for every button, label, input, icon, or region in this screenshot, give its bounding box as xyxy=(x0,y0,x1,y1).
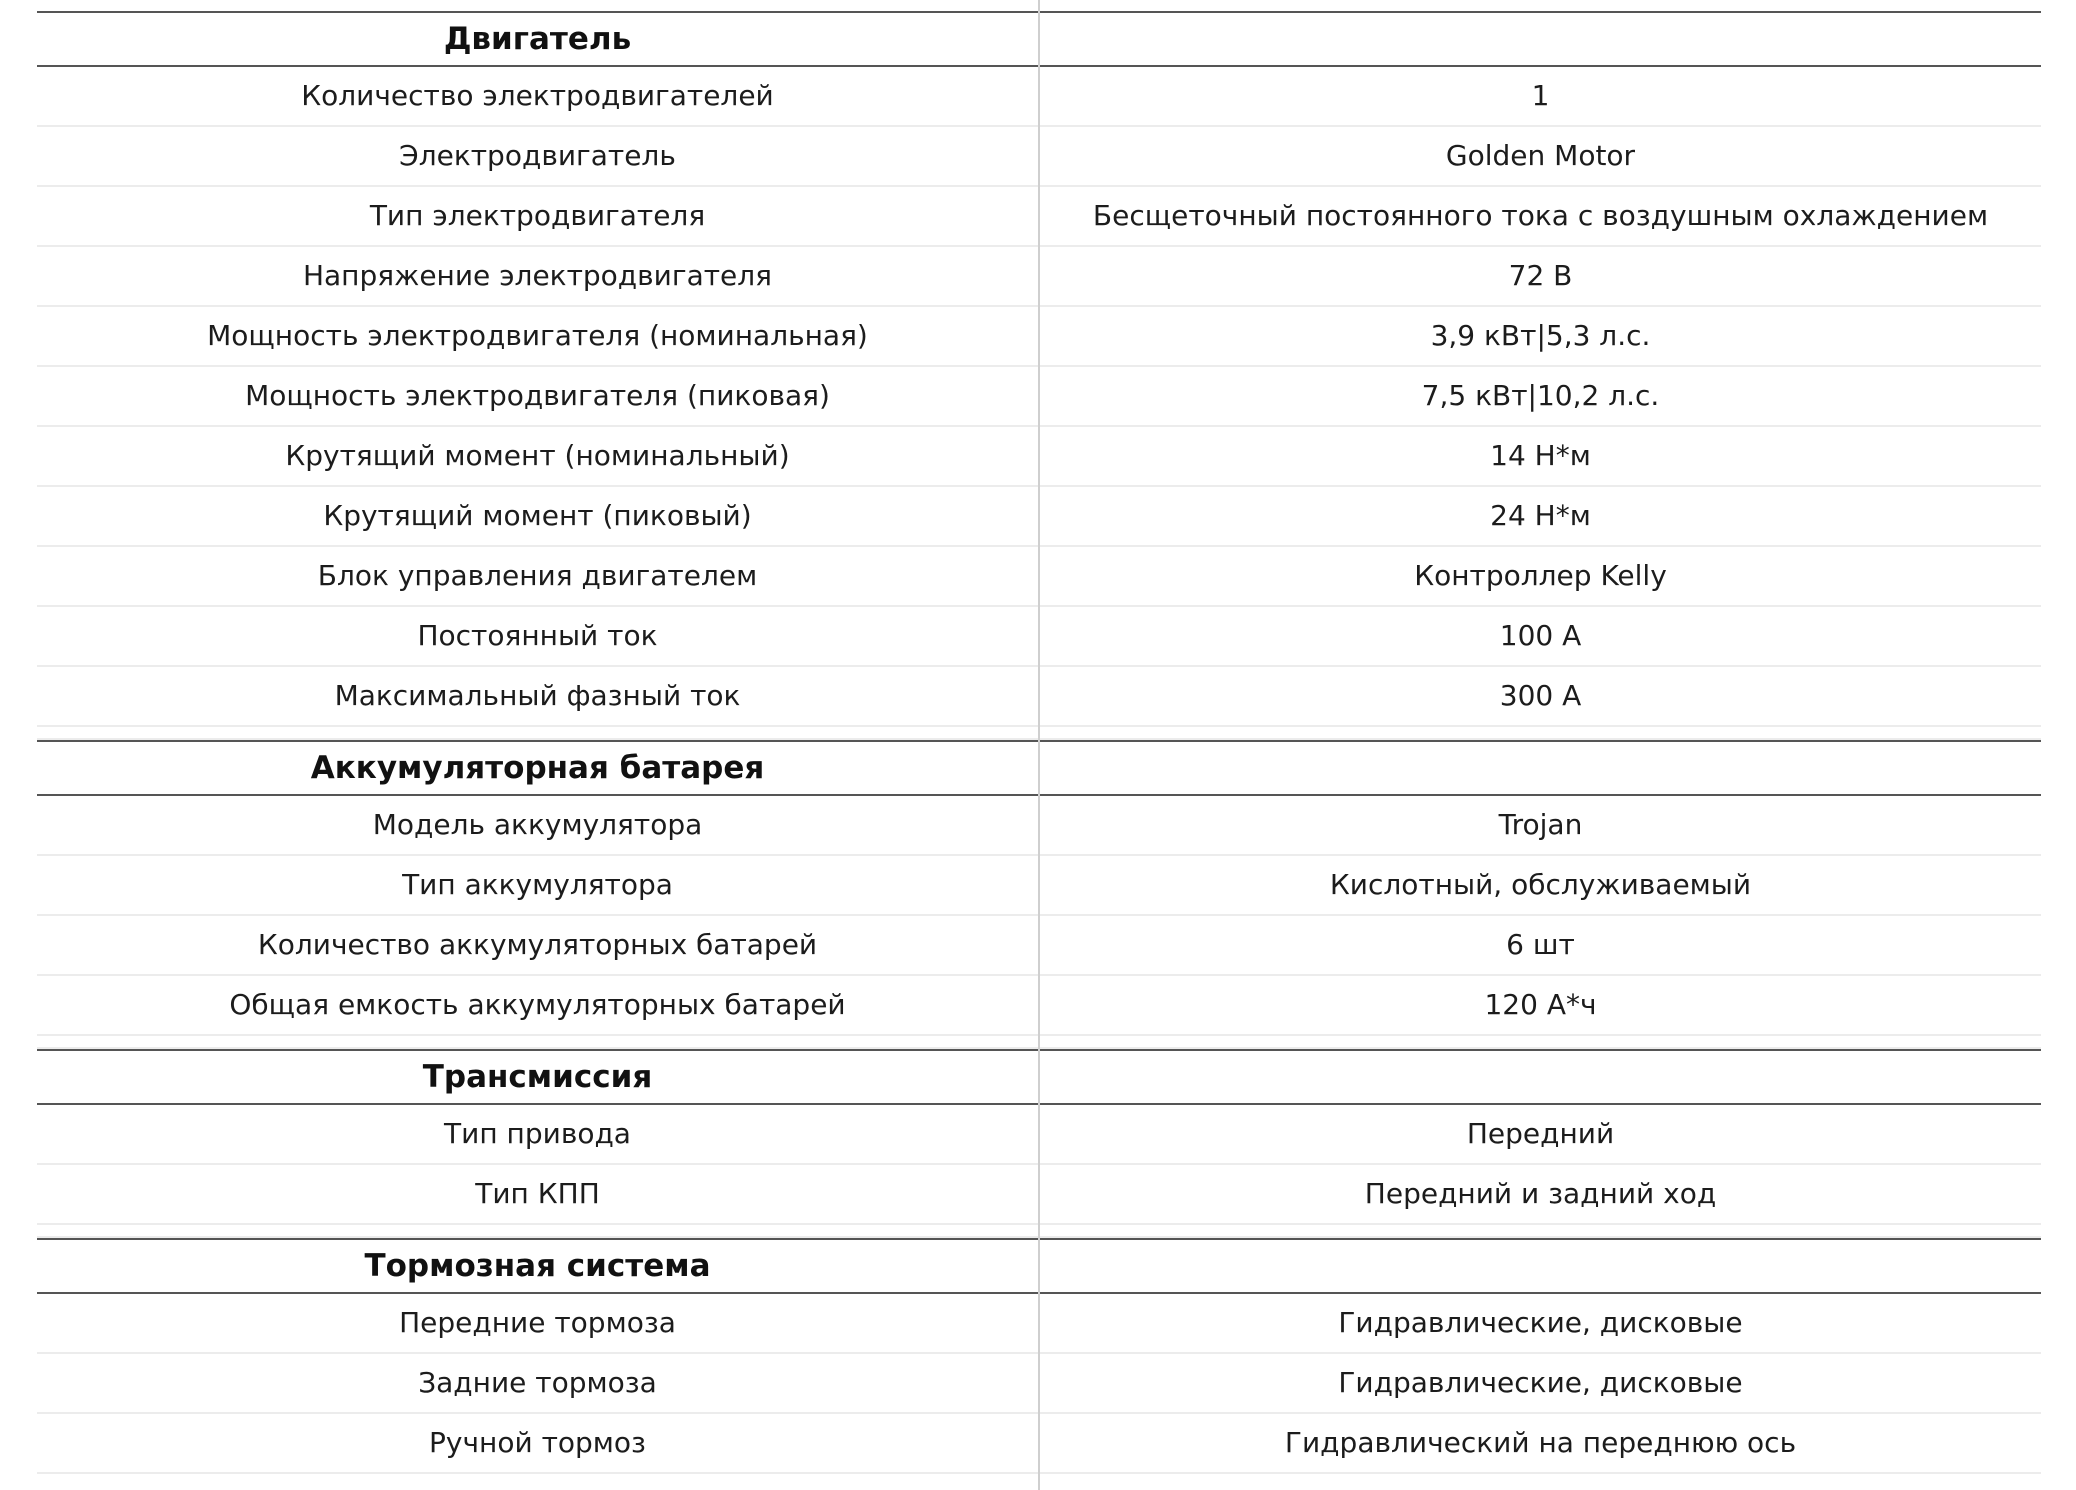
row-value: Golden Motor xyxy=(1445,139,1636,172)
column-divider xyxy=(1038,0,1040,1490)
spec-table xyxy=(37,0,2041,1474)
section-title: Трансмиссия xyxy=(422,1059,653,1095)
row-label: Мощность электродвигателя (номинальная) xyxy=(207,319,868,352)
row-value: Гидравлический на переднюю ось xyxy=(1284,1426,1797,1459)
section-title: Аккумуляторная батарея xyxy=(310,750,765,786)
row-value: Trojan xyxy=(1498,808,1583,841)
row-label: Напряжение электродвигателя xyxy=(302,259,773,292)
row-label: Тип электродвигателя xyxy=(369,199,706,232)
row-label: Максимальный фазный ток xyxy=(334,679,741,712)
row-value: 3,9 кВт|5,3 л.с. xyxy=(1430,319,1651,352)
row-value: Контроллер Kelly xyxy=(1414,559,1667,592)
row-label: Передние тормоза xyxy=(399,1306,676,1339)
row-label: Количество электродвигателей xyxy=(301,79,774,112)
row-label: Тип привода xyxy=(444,1117,631,1150)
row-label: Постоянный ток xyxy=(417,619,658,652)
row-value: Кислотный, обслуживаемый xyxy=(1329,868,1752,901)
row-label: Количество аккумуляторных батарей xyxy=(257,928,818,961)
row-value: 72 В xyxy=(1508,259,1573,292)
section-title: Тормозная система xyxy=(364,1248,711,1284)
row-label: Блок управления двигателем xyxy=(317,559,758,592)
section-title: Двигатель xyxy=(443,21,632,57)
row-label: Ручной тормоз xyxy=(429,1426,646,1459)
row-label: Модель аккумулятора xyxy=(372,808,703,841)
row-value: Передний xyxy=(1466,1117,1615,1150)
row-value: 100 А xyxy=(1499,619,1582,652)
row-value: 1 xyxy=(1531,79,1550,112)
row-value: 7,5 кВт|10,2 л.с. xyxy=(1421,379,1660,412)
row-value: Гидравлические, дисковые xyxy=(1338,1306,1743,1339)
row-value: 24 Н*м xyxy=(1490,499,1591,532)
row-label: Крутящий момент (пиковый) xyxy=(323,499,752,532)
row-label: Задние тормоза xyxy=(418,1366,657,1399)
row-value: 300 А xyxy=(1499,679,1582,712)
row-value: Гидравлические, дисковые xyxy=(1338,1366,1743,1399)
row-value: 120 А*ч xyxy=(1484,988,1597,1021)
row-label: Электродвигатель xyxy=(399,139,676,172)
row-label: Мощность электродвигателя (пиковая) xyxy=(245,379,830,412)
row-value: Бесщеточный постоянного тока с воздушным охлаждением xyxy=(1092,199,1989,232)
row-label: Тип КПП xyxy=(475,1177,600,1210)
row-value: 6 шт xyxy=(1506,928,1575,961)
row-label: Тип аккумулятора xyxy=(402,868,673,901)
row-value: Передний и задний ход xyxy=(1364,1177,1717,1210)
row-label: Общая емкость аккумуляторных батарей xyxy=(229,988,846,1021)
row-value: 14 Н*м xyxy=(1490,439,1591,472)
row-label: Крутящий момент (номинальный) xyxy=(285,439,790,472)
